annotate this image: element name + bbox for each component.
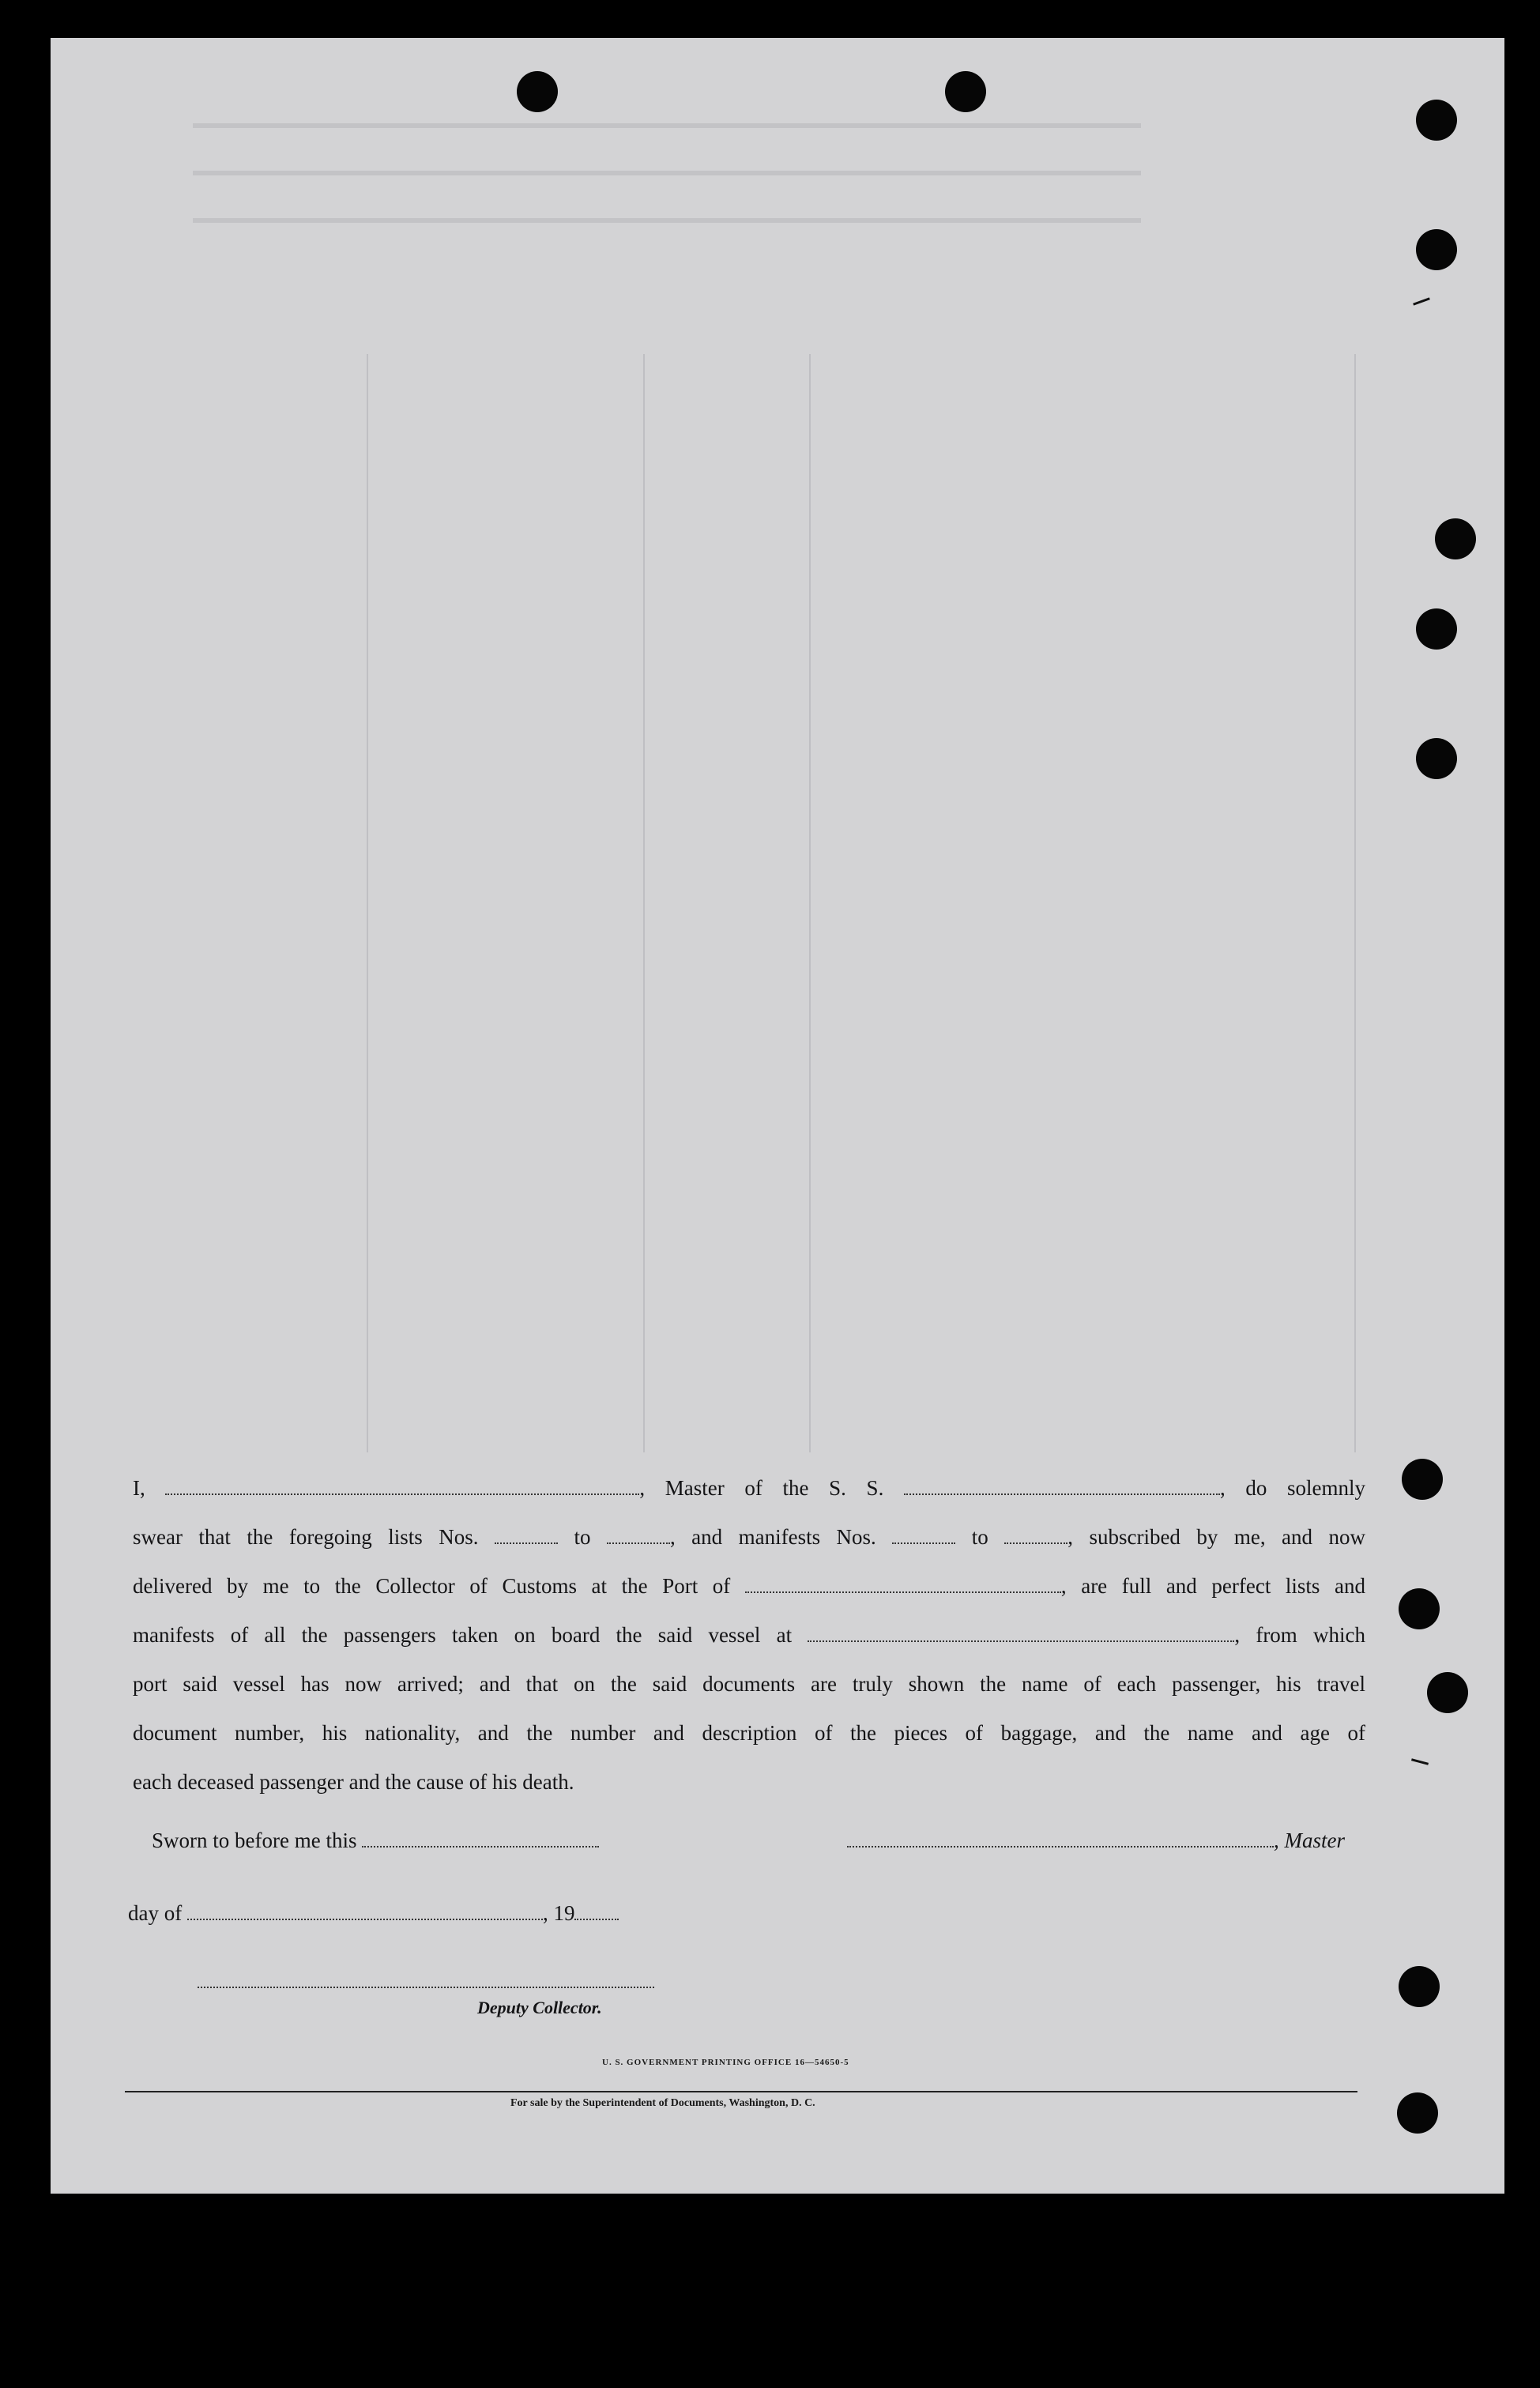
punch-hole [1402,1459,1443,1500]
year-blank [574,1903,619,1920]
name-blank [165,1478,639,1495]
for-sale-notice: For sale by the Superintendent of Documents, Washington, D. C. [510,2097,815,2109]
manifest-page [51,38,1504,2194]
punch-hole [945,71,986,112]
deputy-collector-label: Deputy Collector. [477,1998,602,2017]
ship-blank [904,1478,1220,1495]
master-signature-blank [847,1830,1274,1847]
day-of-line [128,1901,619,1926]
oath-paragraph [133,1463,1365,1806]
oath-line-5: port said vessel has now arrived; and that on the said documents are truly shown the name of each passenger, his travel [133,1672,1365,1696]
oath-line-2 [133,1512,1365,1561]
punch-hole [1416,229,1457,270]
footer-rule [125,2091,1357,2092]
oath-text: manifests of all the passengers taken on board the said vessel at [133,1623,793,1647]
embark-port-blank [808,1625,1234,1642]
port-blank [745,1576,1061,1593]
manifest-to-blank [1004,1527,1067,1544]
oath-line-4 [133,1610,1365,1659]
sworn-date-blank [362,1830,599,1847]
oath-text: , do solemnly [1219,1476,1365,1500]
sworn-label: Sworn to before me this [152,1829,357,1852]
oath-text: , Master of the S. S. [639,1476,884,1500]
punch-hole [1399,1588,1440,1629]
oath-text: delivered by me to the Collector of Customs at the Port of [133,1574,731,1598]
punch-hole [1416,100,1457,141]
oath-line-3 [133,1561,1365,1610]
printer-imprint: U. S. GOVERNMENT PRINTING OFFICE 16—54650-5 [602,2058,849,2067]
list-to-blank [607,1527,670,1544]
oath-text: to [574,1525,591,1549]
year-label: , 19 [542,1901,575,1925]
punch-hole [1397,2092,1438,2134]
punch-hole [517,71,558,112]
oath-line-6: document number, his nationality, and the number and description of the pieces of baggage, and the name and age of [133,1721,1365,1745]
oath-text: , and manifests Nos. [669,1525,876,1549]
oath-text: swear that the foregoing lists Nos. [133,1525,479,1549]
punch-hole [1399,1966,1440,2007]
bleed-through-table [153,354,1370,1452]
list-from-blank [495,1527,558,1544]
punch-hole [1435,518,1476,559]
sworn-statement [152,1829,599,1853]
oath-text: , subscribed by me, and now [1067,1525,1366,1549]
master-signature [847,1829,1345,1853]
punch-hole [1416,738,1457,779]
punch-hole [1416,608,1457,650]
oath-text: to [971,1525,988,1549]
bleed-through-header [193,101,1141,259]
day-of-label: day of [128,1901,183,1925]
manifest-from-blank [892,1527,955,1544]
oath-text: , are full and perfect lists and [1060,1574,1365,1598]
oath-text: I, [133,1476,145,1500]
master-label: , Master [1274,1829,1345,1852]
month-blank [187,1903,543,1920]
oath-text: , from which [1234,1623,1366,1647]
punch-hole [1427,1672,1468,1713]
oath-line-7: each deceased passenger and the cause of his death. [133,1770,574,1794]
oath-line-1 [133,1463,1365,1512]
deputy-signature-line [198,1987,654,1988]
